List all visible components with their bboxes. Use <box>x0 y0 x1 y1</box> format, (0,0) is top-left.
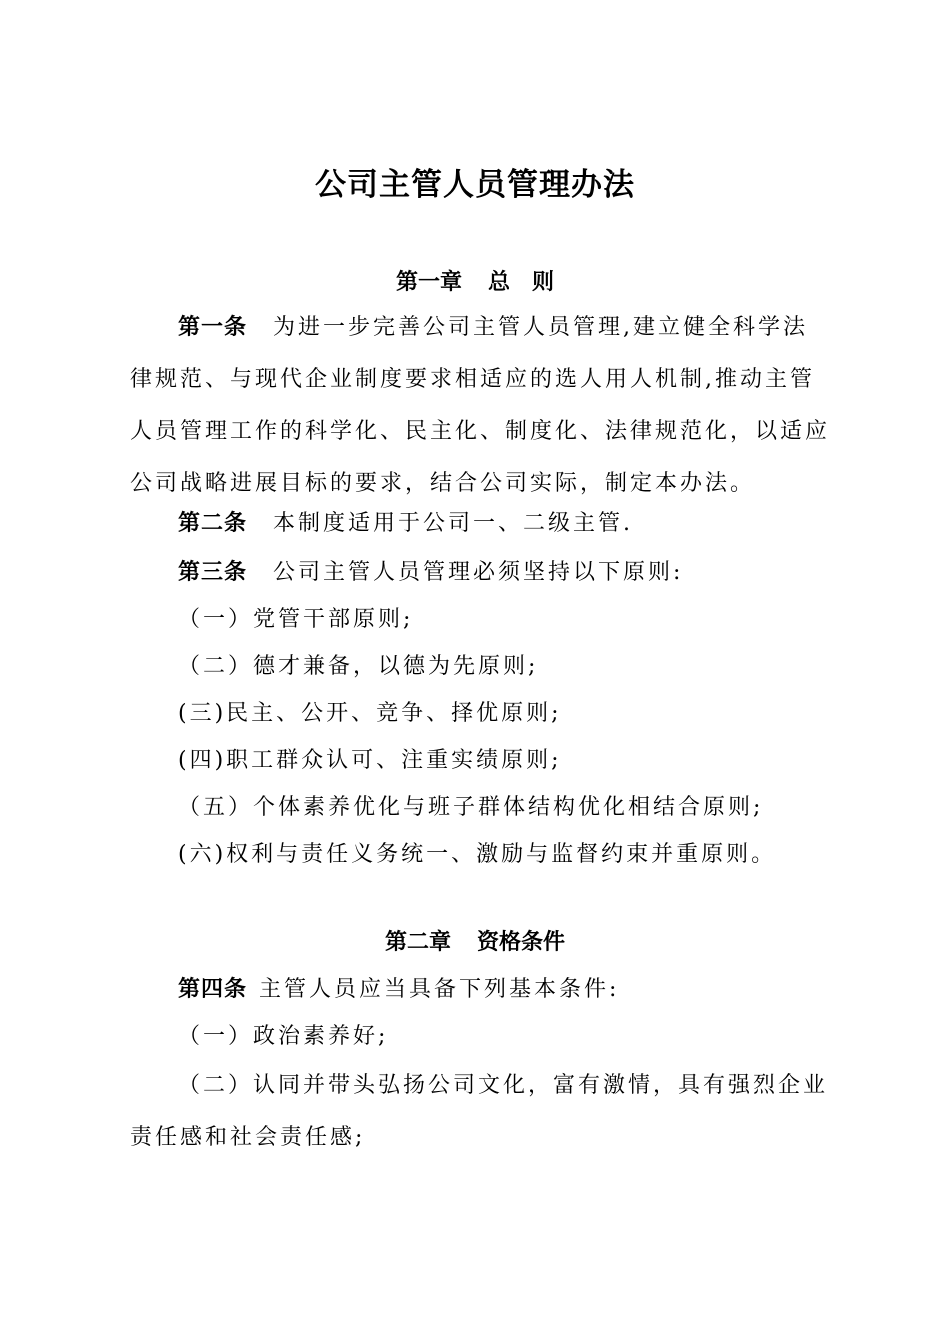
article-2-lead: 第二条 <box>178 511 248 536</box>
article-3-text: 公司主管人员管理必须坚持以下原则: <box>273 560 684 585</box>
article-3-item-3: (三)民主、公开、竞争、择优原则; <box>178 701 562 726</box>
article-4-text: 主管人员应当具备下列基本条件: <box>259 977 620 1002</box>
chapter-2-heading <box>0 925 950 961</box>
article-2-text: 本制度适用于公司一、二级主管. <box>273 511 634 536</box>
chapter-2-name: 资格条件 <box>477 930 566 955</box>
article-3-item-1: （一）党管干部原则; <box>178 607 414 632</box>
article-3 <box>178 551 683 595</box>
article-1 <box>130 302 830 510</box>
article-1-text: 为进一步完善公司主管人员管理,建立健全科学法律规范、与现代企业制度要求相适应的选人用人机制,推动主管人员管理工作的科学化、民主化、制度化、法律规范化，以适应公司战略进展目标的要求，结合公司实际，制定本办法。 <box>130 315 831 496</box>
article-3-lead: 第三条 <box>178 560 248 585</box>
article-3-item-4: (四)职工群众认可、注重实绩原则; <box>178 748 562 773</box>
article-1-lead: 第一条 <box>178 315 248 340</box>
document-title: 公司主管人员管理办法 <box>315 167 635 203</box>
chapter-1-name: 总 则 <box>488 270 555 295</box>
article-3-item-2: （二）德才兼备，以德为先原则; <box>178 654 539 679</box>
chapter-1-label: 第一章 <box>395 270 462 295</box>
article-4-item-2: （二）认同并带头弘扬公司文化，富有激情，具有强烈企业责任感和社会责任感; <box>130 1073 829 1150</box>
chapter-2-label: 第二章 <box>384 930 451 955</box>
article-4-item-1: （一）政治素养好; <box>178 1024 389 1049</box>
article-4 <box>178 968 619 1012</box>
article-4-lead: 第四条 <box>178 977 248 1002</box>
article-3-item-6: (六)权利与责任义务统一、激励与监督约束并重原则。 <box>178 842 777 867</box>
chapter-1-heading <box>0 265 950 301</box>
article-3-item-5: （五）个体素养优化与班子群体结构优化相结合原则; <box>178 795 764 820</box>
article-2 <box>178 502 633 546</box>
